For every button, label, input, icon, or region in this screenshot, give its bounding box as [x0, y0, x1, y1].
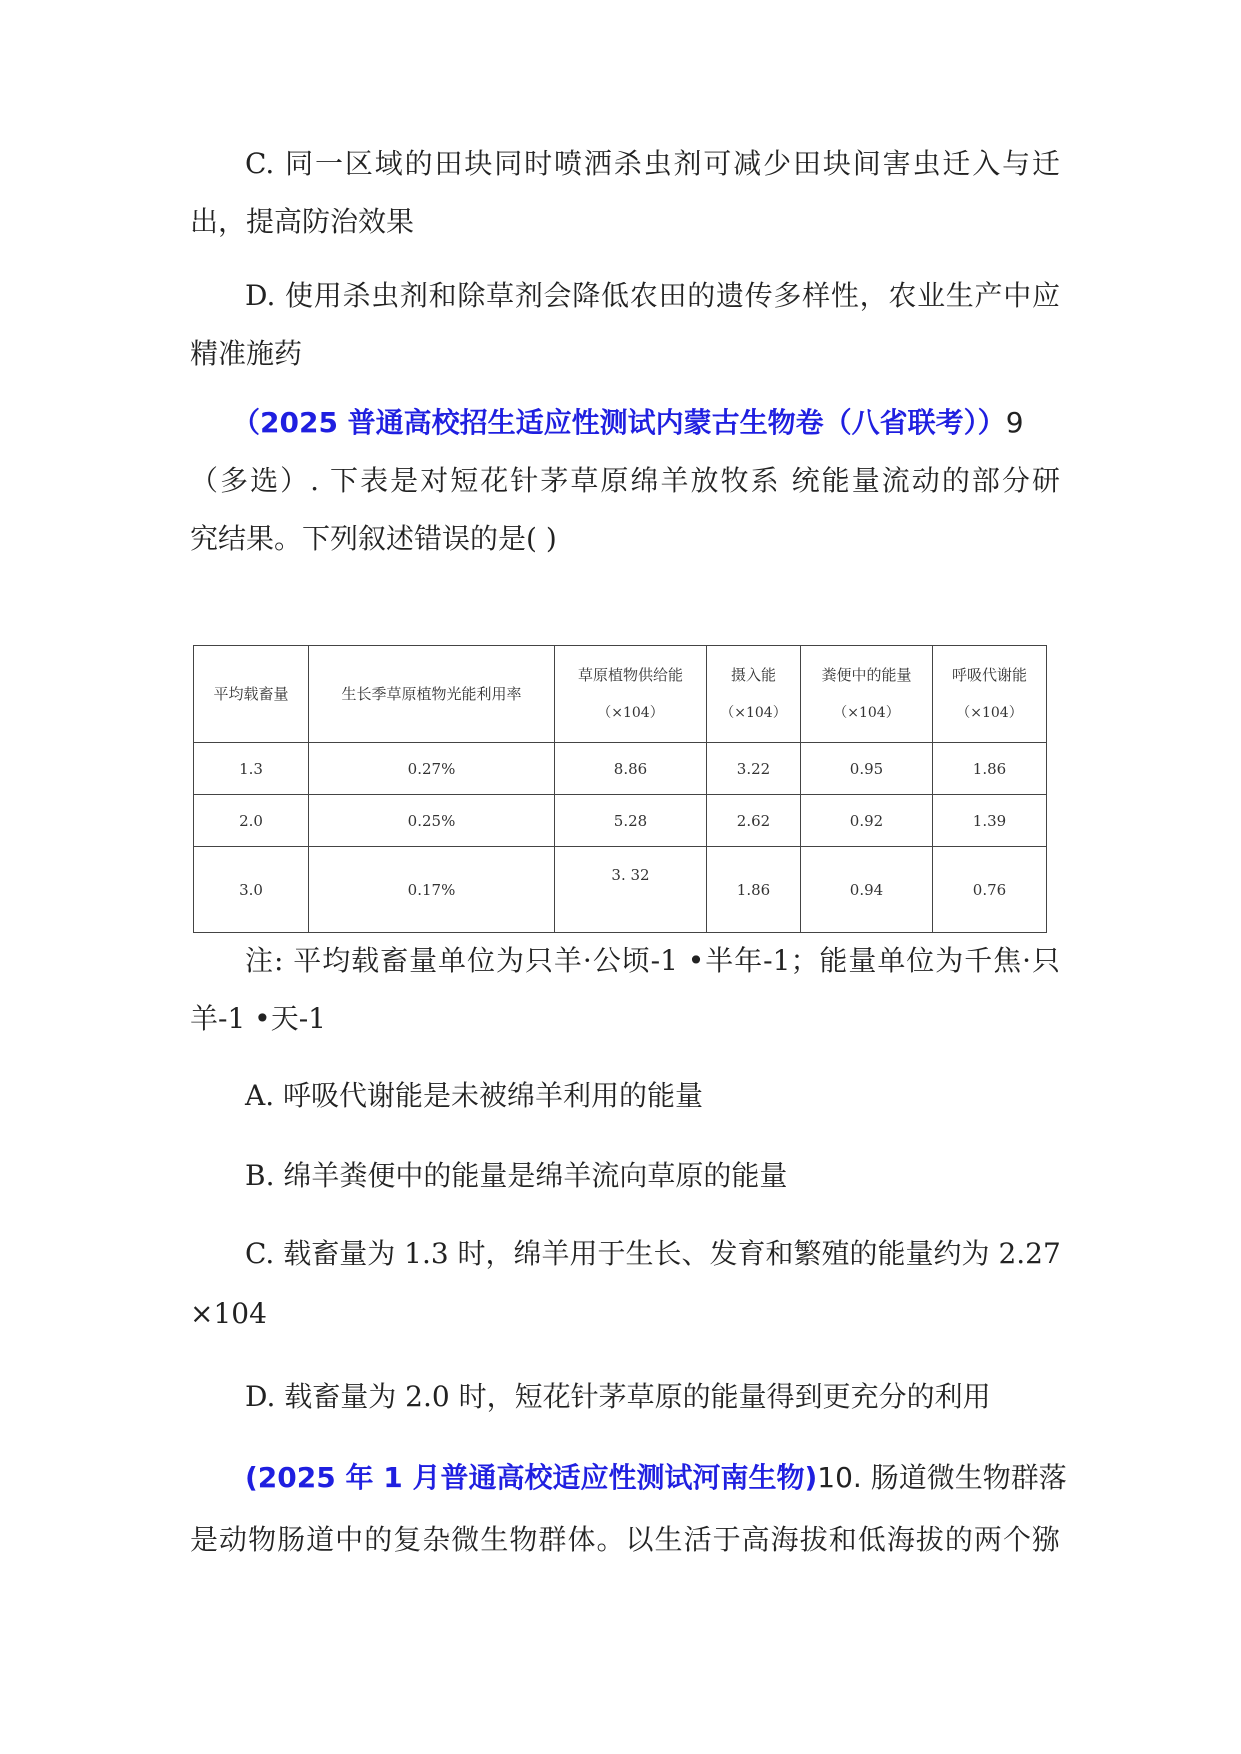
- q9-header: [232, 405, 1047, 441]
- q9-source: （2025 普通高校招生适应性测试内蒙古生物卷（八省联考））: [232, 406, 1006, 439]
- table-cell: 0.17%: [309, 847, 555, 933]
- q9-option-c-line1: C. 载畜量为 1.3 时，绵羊用于生长、发育和繁殖的能量约为 2.27: [245, 1237, 1061, 1270]
- table-cell: 1.86: [933, 743, 1047, 795]
- table-cell: 5.28: [555, 795, 707, 847]
- q10-stem-line2: 是动物肠道中的复杂微生物群体。以生活于高海拔和低海拔的两个猕: [190, 1523, 1060, 1556]
- table-cell: 0.94: [801, 847, 933, 933]
- q10-header: [245, 1460, 1067, 1496]
- q10-number: 10.: [817, 1461, 862, 1494]
- table-cell: 3.0: [194, 847, 309, 933]
- table-cell: 0.95: [801, 743, 933, 795]
- table-row: [194, 743, 1047, 795]
- table-cell: 1.3: [194, 743, 309, 795]
- q9-option-a: A. 呼吸代谢能是未被绵羊利用的能量: [245, 1079, 704, 1112]
- q8-option-d-line1: D. 使用杀虫剂和除草剂会降低农田的遗传多样性，农业生产中应: [245, 279, 1060, 312]
- q8-option-d-line2: 精准施药: [190, 337, 303, 370]
- energy-flow-table: [193, 645, 1047, 933]
- table-row: [194, 847, 1047, 933]
- q9-stem-line1: （多选）. 下表是对短花针茅草原绵羊放牧系 统能量流动的部分研: [190, 464, 1060, 497]
- table-cell: 0.25%: [309, 795, 555, 847]
- table-cell: 8.86: [555, 743, 707, 795]
- header-cell: 平均载畜量: [194, 646, 309, 743]
- table-cell: 0.76: [933, 847, 1047, 933]
- table-cell: 3. 32: [555, 847, 707, 933]
- table-row: [194, 795, 1047, 847]
- q9-number: 9: [1005, 406, 1024, 439]
- q8-option-c-line1: C. 同一区域的田块同时喷洒杀虫剂可减少田块间害虫迁入与迁: [245, 147, 1060, 180]
- table-cell: 2.0: [194, 795, 309, 847]
- header-cell: 粪便中的能量 （×104）: [801, 646, 933, 743]
- table-cell: 1.39: [933, 795, 1047, 847]
- header-cell: 摄入能 （×104）: [707, 646, 801, 743]
- table-cell: 2.62: [707, 795, 801, 847]
- table-cell: 3.22: [707, 743, 801, 795]
- q9-option-b: B. 绵羊粪便中的能量是绵羊流向草原的能量: [245, 1159, 788, 1192]
- header-cell: 生长季草原植物光能利用率: [309, 646, 555, 743]
- q10-stem-start: 肠道微生物群落: [861, 1461, 1067, 1494]
- header-cell: 草原植物供给能 （×104）: [555, 646, 707, 743]
- table-cell: 1.86: [707, 847, 801, 933]
- q9-note-line1: 注: 平均载畜量单位为只羊·公顷-1 •半年-1；能量单位为千焦·只: [245, 944, 1060, 977]
- q10-source: (2025 年 1 月普通高校适应性测试河南生物): [245, 1461, 818, 1494]
- q9-note-line2: 羊-1 •天-1: [190, 1002, 326, 1035]
- q9-option-c-line2: ×104: [190, 1297, 267, 1330]
- table-header-row: [194, 646, 1047, 743]
- q9-stem-line2: 究结果。下列叙述错误的是( ): [190, 522, 557, 555]
- q9-option-d: D. 载畜量为 2.0 时，短花针茅草原的能量得到更充分的利用: [245, 1380, 991, 1413]
- table-cell: 0.92: [801, 795, 933, 847]
- q8-option-c-line2: 出，提高防治效果: [190, 205, 415, 238]
- header-cell: 呼吸代谢能 （×104）: [933, 646, 1047, 743]
- table-cell: 0.27%: [309, 743, 555, 795]
